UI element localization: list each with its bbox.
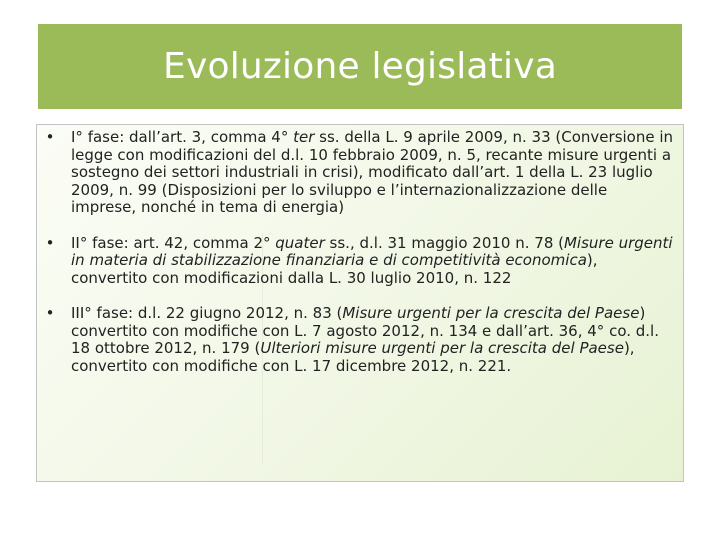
bullet-icon: •	[45, 304, 55, 322]
bullet-text: II° fase: art. 42, comma 2° quater ss., d.l. 31 maggio 2010 n. 78 (Misure urgenti in materia di stabilizzazione finanziaria e di competitività economica), convertito con modificazioni dalla L. 30 luglio 2010, n. 122	[71, 233, 673, 287]
bullet-item-phase-1	[37, 129, 683, 217]
bullet-item-phase-2	[37, 235, 683, 288]
content-box	[36, 124, 684, 482]
bullet-icon: •	[45, 233, 55, 252]
bullet-text: I° fase: dall’art. 3, comma 4° ter ss. della L. 9 aprile 2009, n. 33 (Conversione in legge con modificazioni del d.l. 10 febbraio 2009, n. 5, recante misure urgenti a sostegno dei settori industriali in crisi), modificato dall’art. 1 della L. 23 luglio 2009, n. 99 (Disposizioni per lo sviluppo e l’internazionalizzazione delle imprese, nonché in tema di energia)	[71, 128, 674, 216]
bullet-icon: •	[45, 128, 55, 146]
bullet-list	[37, 129, 683, 393]
bullet-item-phase-3	[37, 305, 683, 375]
slide-title: Evoluzione legislativa	[163, 46, 557, 87]
title-bar	[38, 24, 682, 109]
bullet-text: III° fase: d.l. 22 giugno 2012, n. 83 (Misure urgenti per la crescita del Paese) convertito con modifiche con L. 7 agosto 2012, n. 134 e dall’art. 36, 4° co. d.l. 18 ottobre 2012, n. 179 (Ulteriori misure urgenti per la crescita del Paese), convertito con modifiche con L. 17 dicembre 2012, n. 221.	[71, 304, 659, 375]
